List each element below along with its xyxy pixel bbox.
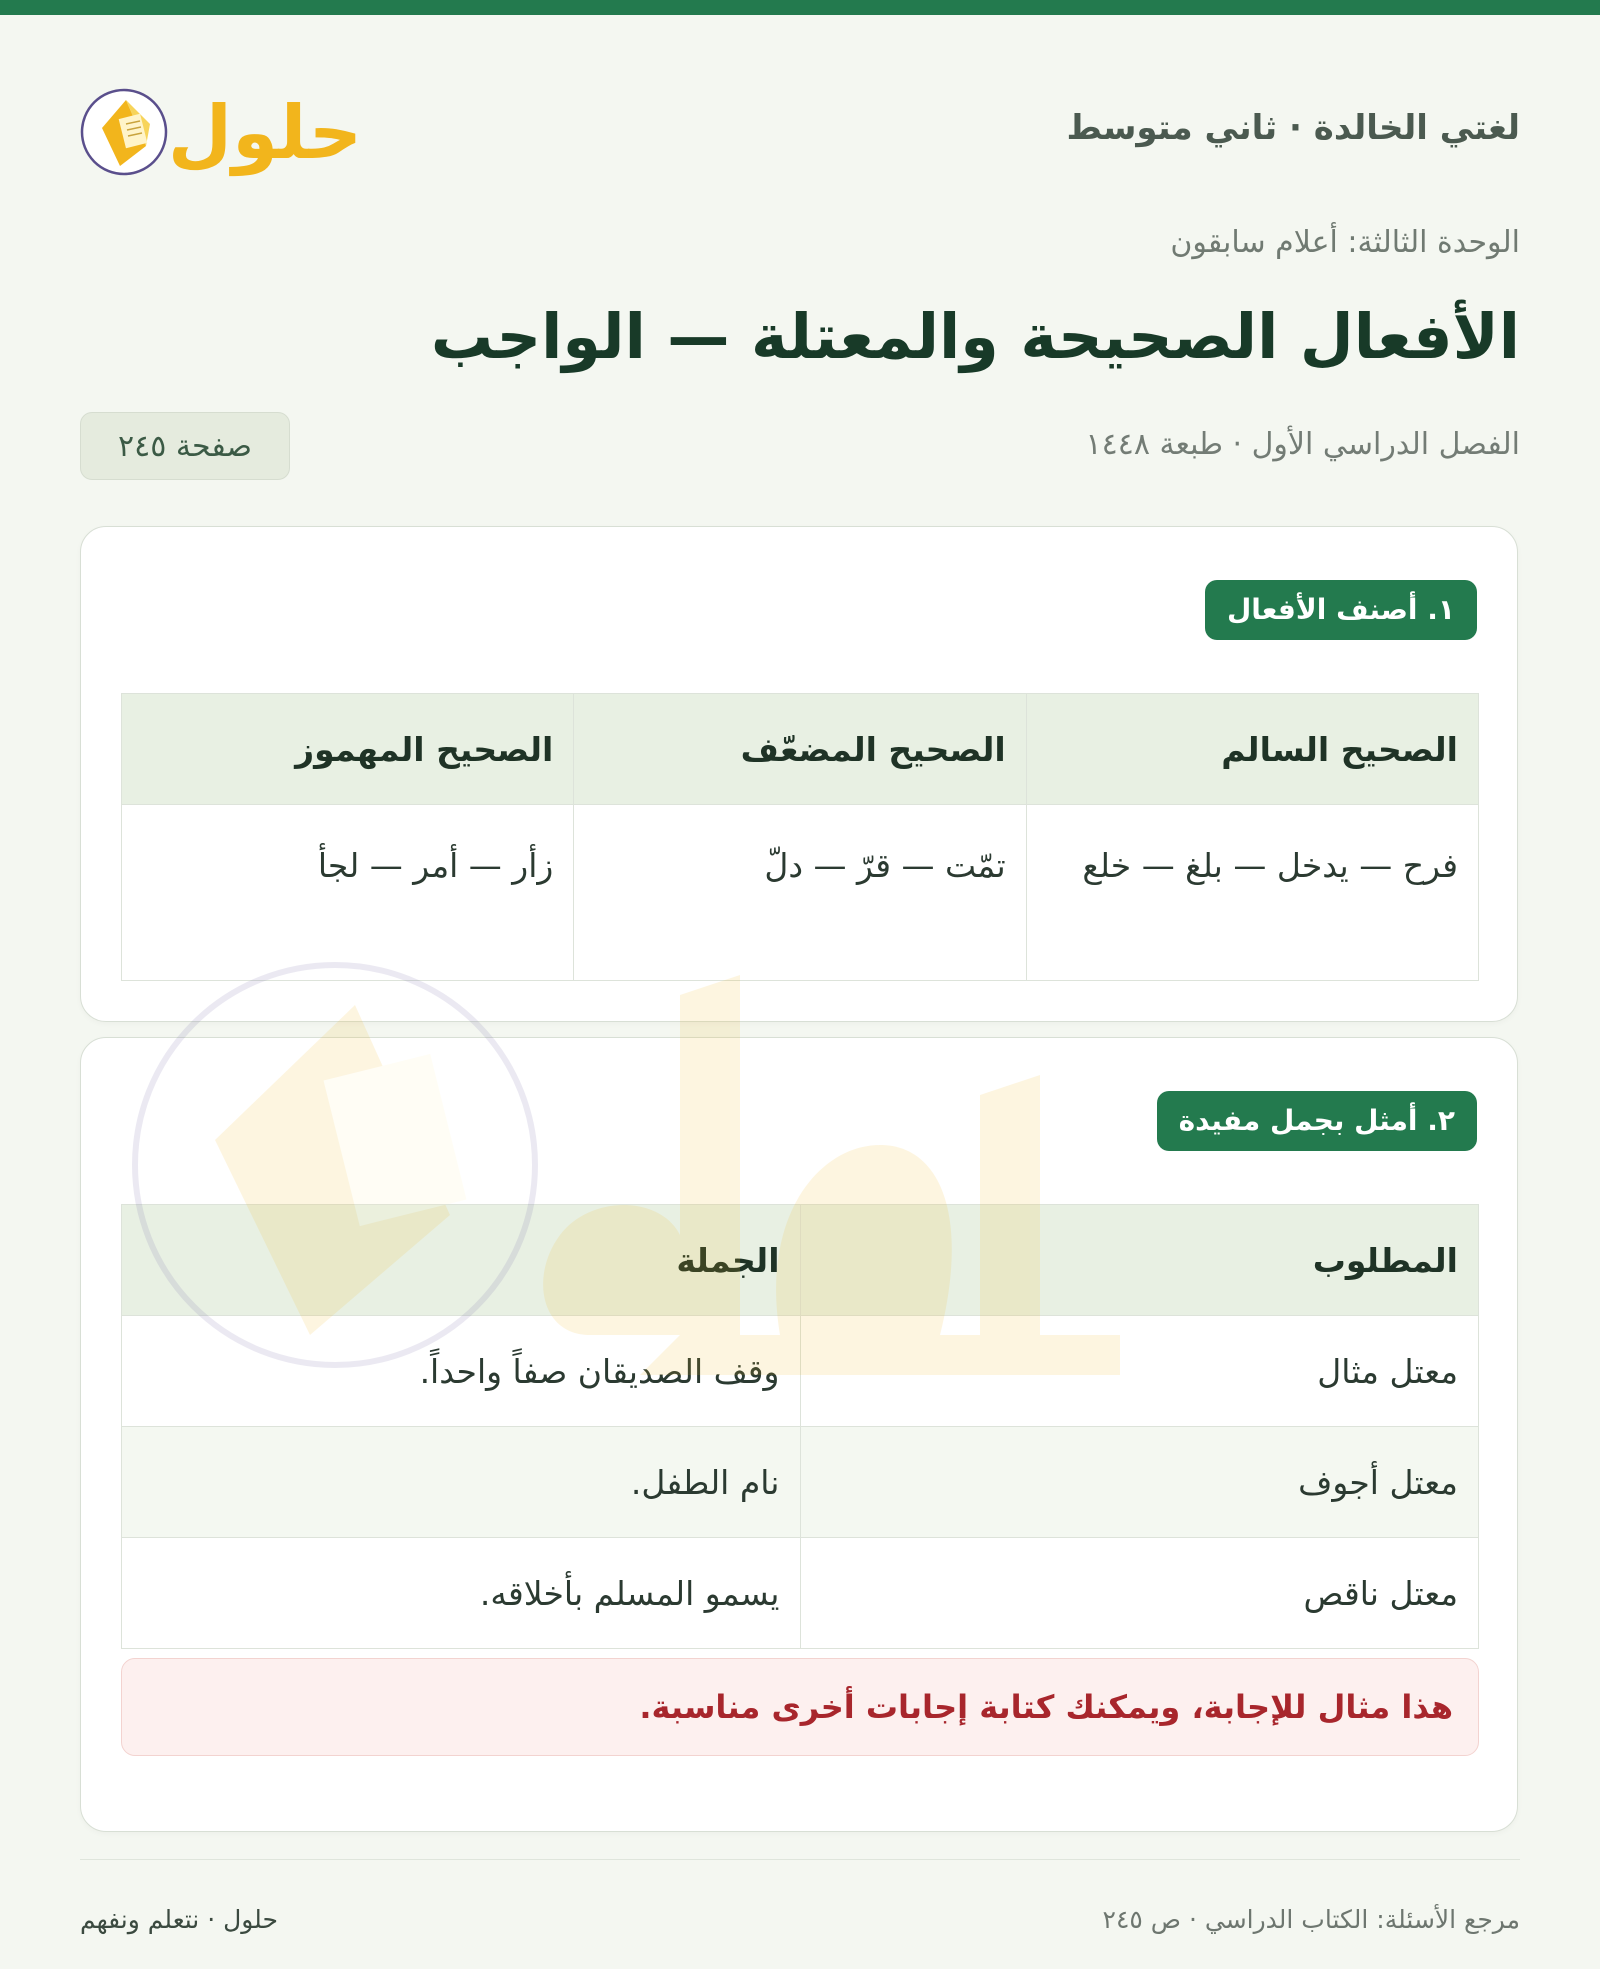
section-classify-verbs [80, 526, 1518, 1022]
row-sentence: وقف الصديقان صفاً واحداً. [122, 1316, 801, 1427]
header-doubled-verb: الصحيح المضعّف [574, 694, 1026, 805]
row-sentence: يسمو المسلم بأخلاقه. [122, 1538, 801, 1649]
cell-doubled-verbs: تمّت — قرّ — دلّ [574, 805, 1026, 981]
section-2-label: ٢. أمثل بجمل مفيدة [1157, 1091, 1477, 1151]
header-sentence: الجملة [122, 1205, 801, 1316]
header-required: المطلوب [800, 1205, 1479, 1316]
row-type: معتل أجوف [800, 1427, 1479, 1538]
book-title: لغتي الخالدة · ثاني متوسط [1066, 108, 1520, 148]
cell-sound-verbs: فرح — يدخل — بلغ — خلع [1026, 805, 1478, 981]
cell-hamzated-verbs: زأر — أمر — لجأ [122, 805, 574, 981]
classification-table [121, 693, 1479, 981]
table-row [122, 805, 1479, 981]
footer-divider [80, 1859, 1520, 1860]
footer-reference: مرجع الأسئلة: الكتاب الدراسي · ص ٢٤٥ [1102, 1905, 1520, 1934]
answer-note: هذا مثال للإجابة، ويمكنك كتابة إجابات أخرى مناسبة. [121, 1658, 1479, 1756]
svg-text:حلول: حلول [167, 90, 363, 176]
semester-edition: الفصل الدراسي الأول · طبعة ١٤٤٨ [1085, 427, 1520, 462]
page [80, 15, 1520, 1969]
page-title: الأفعال الصحيحة والمعتلة — الواجب [430, 300, 1520, 373]
header-sound-verb: الصحيح السالم [1026, 694, 1478, 805]
footer-brand: حلول · نتعلم ونفهم [80, 1905, 278, 1934]
section-example-sentences [80, 1037, 1518, 1832]
section-1-label: ١. أصنف الأفعال [1205, 580, 1477, 640]
unit-label: الوحدة الثالثة: أعلام سابقون [1170, 225, 1520, 260]
table-row [122, 1427, 1479, 1538]
header [80, 70, 1520, 180]
table-row [122, 1316, 1479, 1427]
top-accent-bar [0, 0, 1600, 15]
header-hamzated-verb: الصحيح المهموز [122, 694, 574, 805]
table-row [122, 1538, 1479, 1649]
sentences-table [121, 1204, 1479, 1649]
row-sentence: نام الطفل. [122, 1427, 801, 1538]
row-type: معتل ناقص [800, 1538, 1479, 1649]
hulul-logo[interactable] [80, 70, 370, 180]
row-type: معتل مثال [800, 1316, 1479, 1427]
page-number-badge: صفحة ٢٤٥ [80, 412, 290, 480]
